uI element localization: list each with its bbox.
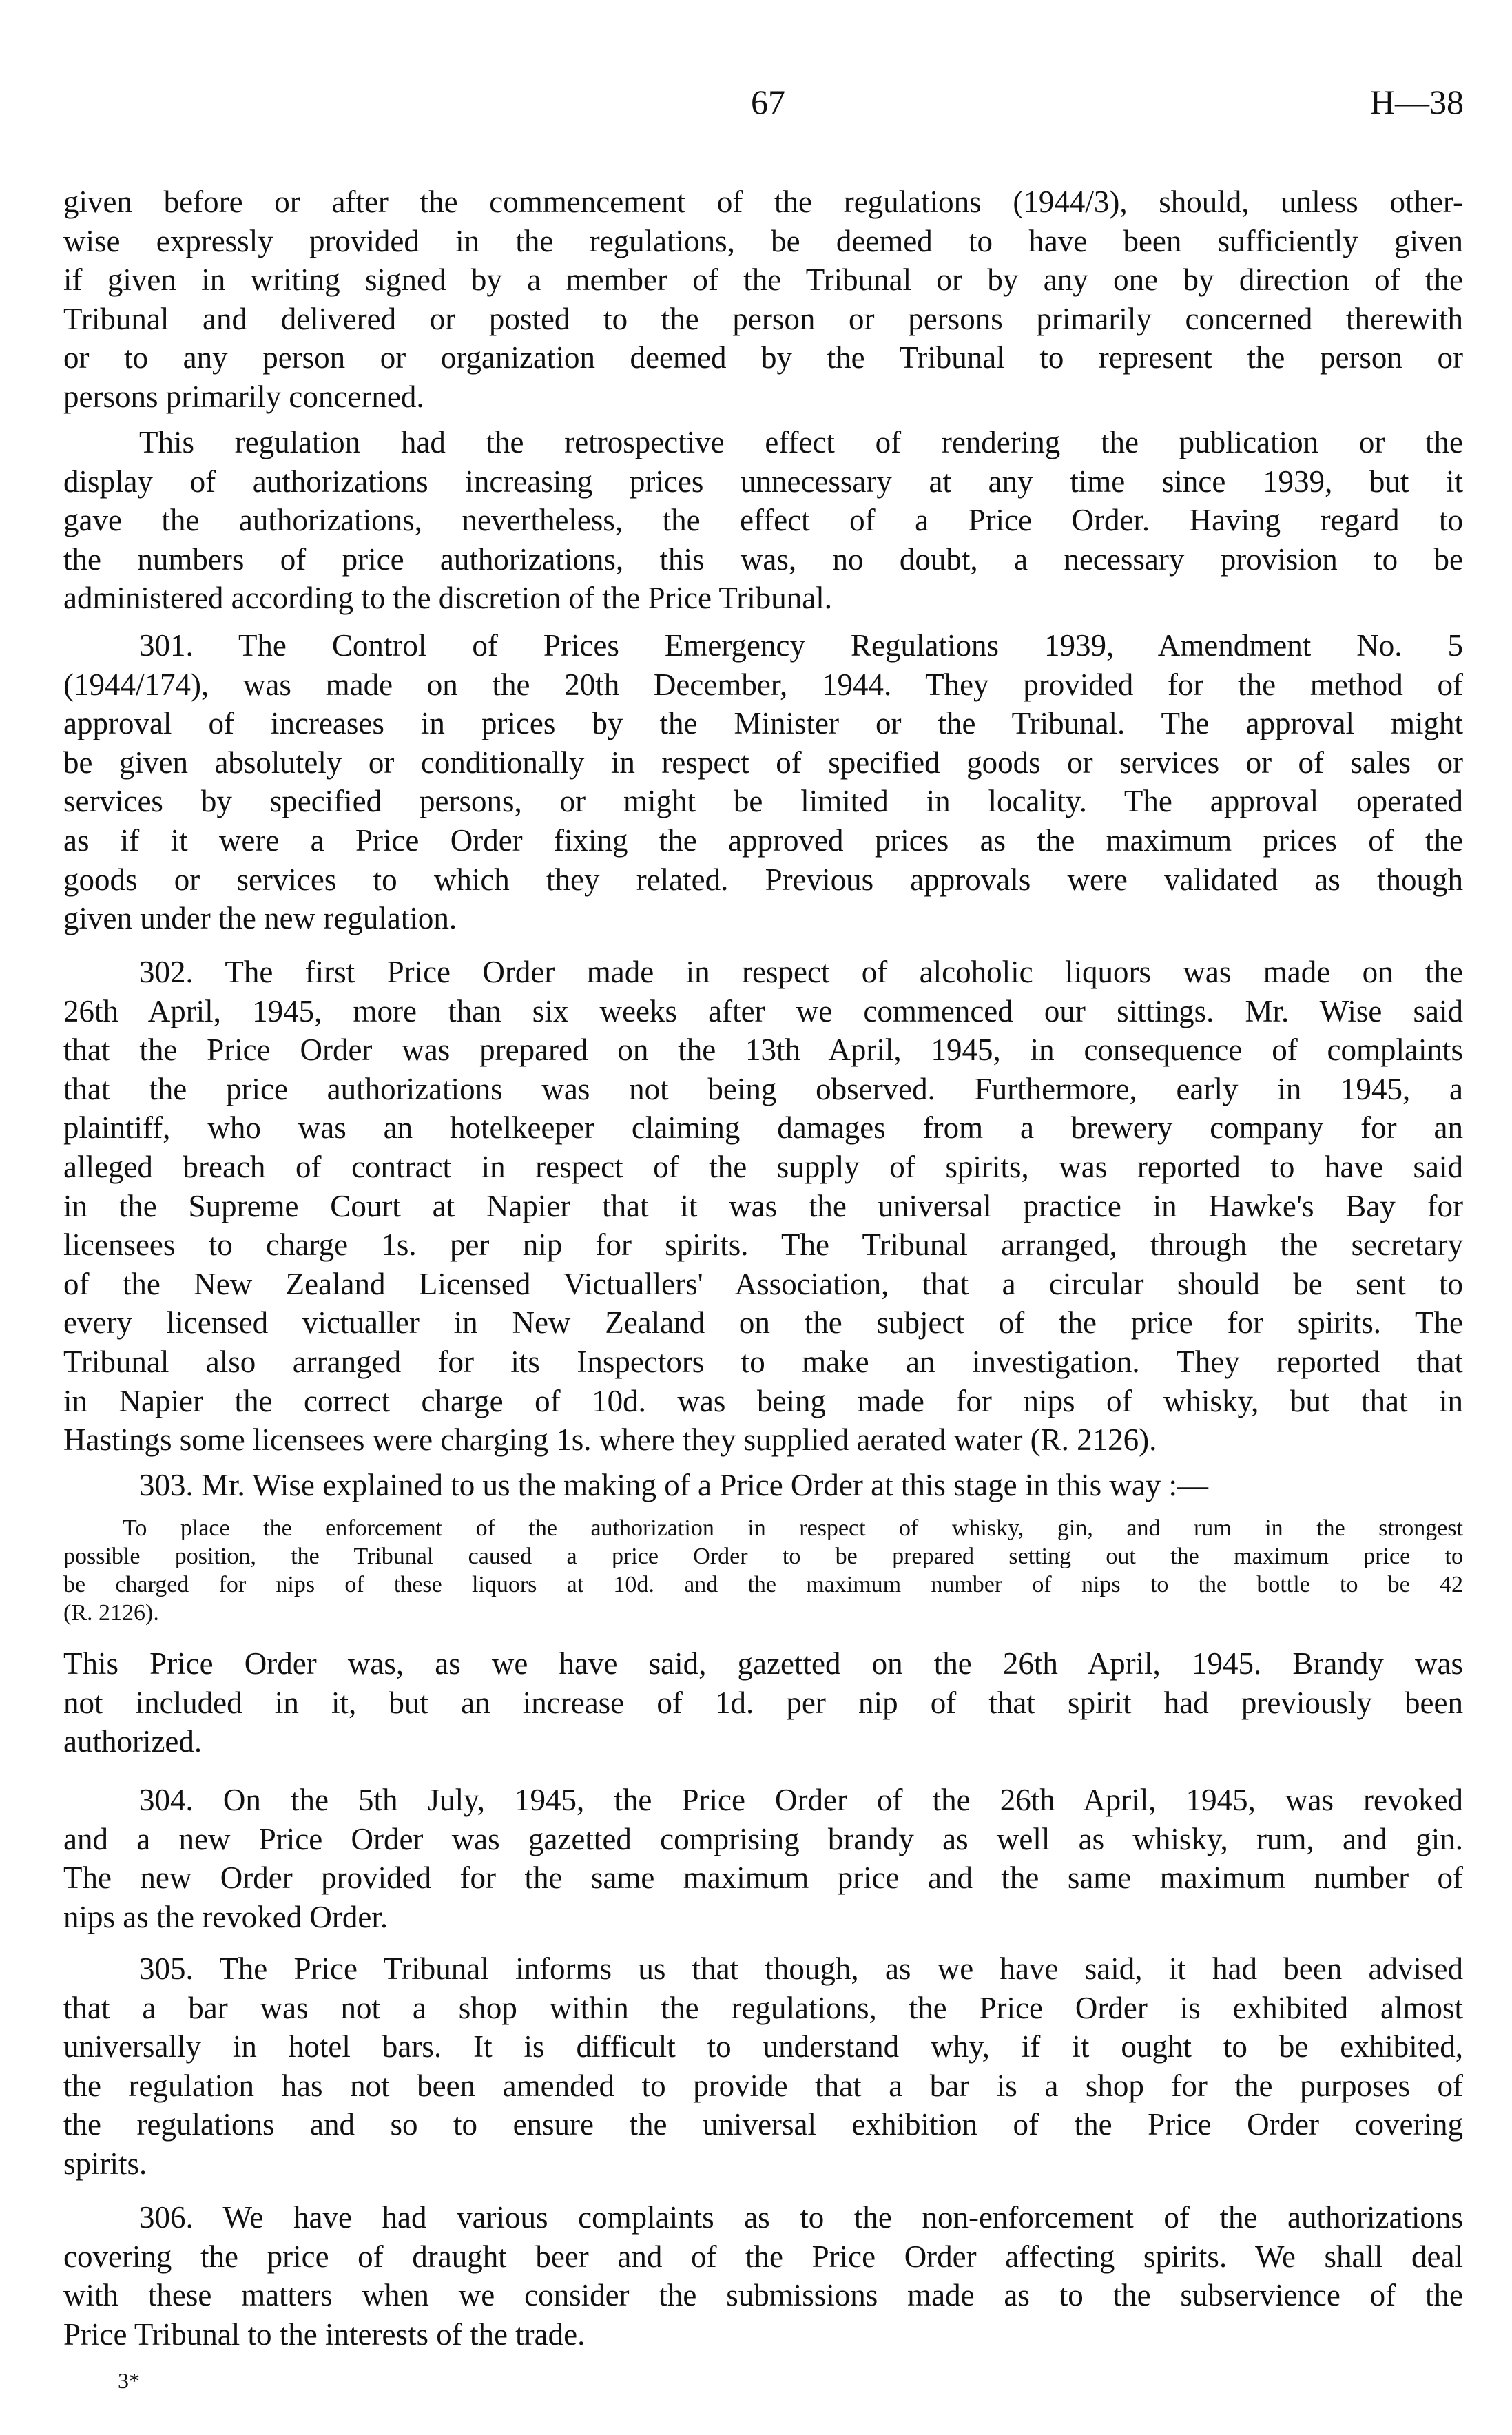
text-line: To place the enforcement of the authorization in respect of whisky, gin, and rum in the strongest xyxy=(123,1515,1463,1541)
text-line: not included in it, but an increase of 1d. per nip of that spirit had previously been xyxy=(63,1685,1463,1720)
text-line: 306. We have had various complaints as to the non-enforcement of the authorizations xyxy=(139,2200,1463,2235)
text-line: This regulation had the retrospective effect of rendering the publication or the xyxy=(139,425,1463,459)
text-line: or to any person or organization deemed by the Tribunal to represent the person or xyxy=(63,340,1463,375)
text-line: that a bar was not a shop within the regulations, the Price Order is exhibited almost xyxy=(63,1990,1463,2025)
signature-mark: 3* xyxy=(118,2368,140,2393)
page-number: 67 xyxy=(751,83,785,121)
text-line: 302. The first Price Order made in respect of alcoholic liquors was made on the xyxy=(139,955,1463,989)
text-line: alleged breach of contract in respect of the supply of spirits, was reported to have said xyxy=(63,1149,1463,1184)
text-line: the regulations and so to ensure the universal exhibition of the Price Order covering xyxy=(63,2107,1463,2142)
paragraph-continued xyxy=(63,183,1463,417)
paragraph-303-continued xyxy=(63,1644,1463,1761)
text-line: that the price authorizations was not being observed. Furthermore, early in 1945, a xyxy=(63,1071,1463,1106)
text-line: universally in hotel bars. It is difficult to understand why, if it ought to be exhibited, xyxy=(63,2029,1463,2064)
paragraph-305 xyxy=(63,1949,1463,2184)
text-line: Tribunal and delivered or posted to the person or persons primarily concerned therewith xyxy=(63,301,1463,336)
document-code: H—38 xyxy=(1369,83,1464,121)
text-line: 301. The Control of Prices Emergency Regulations 1939, Amendment No. 5 xyxy=(139,628,1463,663)
text-line: 305. The Price Tribunal informs us that though, as we have said, it had been advised xyxy=(139,1951,1463,1986)
text-line: every licensed victualler in New Zealand on the subject of the price for spirits. The xyxy=(63,1305,1463,1340)
text-line: goods or services to which they related. Previous approvals were validated as though xyxy=(63,862,1463,897)
text-line: approval of increases in prices by the Minister or the Tribunal. The approval might xyxy=(63,706,1463,741)
text-line: and a new Price Order was gazetted comprising brandy as well as whisky, rum, and gin. xyxy=(63,1821,1463,1856)
text-line: persons primarily concerned. xyxy=(63,379,424,414)
text-line: services by specified persons, or might be limited in locality. The approval operated xyxy=(63,784,1463,819)
text-line: possible position, the Tribunal caused a price Order to be prepared setting out the maximum price to xyxy=(63,1544,1463,1569)
text-line: Hastings some licensees were charging 1s. where they supplied aerated water (R. 2126). xyxy=(63,1422,1157,1458)
text-line: authorized. xyxy=(63,1724,203,1759)
text-line: The new Order provided for the same maximum price and the same maximum number of xyxy=(63,1861,1463,1896)
text-line: spirits. xyxy=(63,2146,147,2181)
text-line: 304. On the 5th July, 1945, the Price Order of the 26th April, 1945, was revoked xyxy=(139,1783,1463,1817)
text-line: as if it were a Price Order fixing the approved prices as the maximum prices of the xyxy=(63,822,1463,858)
text-line: given before or after the commencement of the regulations (1944/3), should, unless other- xyxy=(63,185,1463,219)
paragraph-301 xyxy=(63,626,1463,938)
text-line: gave the authorizations, nevertheless, the effect of a Price Order. Having regard to xyxy=(63,503,1463,538)
text-line: administered according to the discretion of the Price Tribunal. xyxy=(63,581,832,616)
text-line: display of authorizations increasing prices unnecessary at any time since 1939, but it xyxy=(63,464,1463,499)
text-line: (1944/174), was made on the 20th December, 1944. They provided for the method of xyxy=(63,667,1463,702)
text-line: plaintiff, who was an hotelkeeper claiming damages from a brewery company for an xyxy=(63,1110,1463,1146)
text-line: (R. 2126). xyxy=(63,1600,159,1626)
text-line: covering the price of draught beer and of the Price Order affecting spirits. We shall deal xyxy=(63,2239,1463,2274)
text-line: if given in writing signed by a member of the Tribunal or by any one by direction of the xyxy=(63,262,1463,298)
text-line: 303. Mr. Wise explained to us the making of a Price Order at this stage in this way :— xyxy=(139,1468,1209,1502)
paragraph-306 xyxy=(63,2198,1463,2354)
text-line: given under the new regulation. xyxy=(63,901,457,936)
text-line: in Napier the correct charge of 10d. was being made for nips of whisky, but that in xyxy=(63,1383,1463,1418)
paragraph-304 xyxy=(63,1781,1463,1936)
text-line: be charged for nips of these liquors at 10d. and the maximum number of nips to the bottle to be 42 xyxy=(63,1572,1463,1597)
text-line: wise expressly provided in the regulations, be deemed to have been sufficiently given xyxy=(63,223,1463,258)
text-line: that the Price Order was prepared on the 13th April, 1945, in consequence of complaints xyxy=(63,1033,1463,1068)
text-line: in the Supreme Court at Napier that it was the universal practice in Hawke's Bay for xyxy=(63,1188,1463,1223)
text-line: licensees to charge 1s. per nip for spirits. The Tribunal arranged, through the secretary xyxy=(63,1227,1463,1263)
text-line: the numbers of price authorizations, this was, no doubt, a necessary provision to be xyxy=(63,541,1463,577)
text-line: Price Tribunal to the interests of the trade. xyxy=(63,2317,586,2352)
text-line: with these matters when we consider the submissions made as to the subservience of the xyxy=(63,2278,1463,2313)
paragraph-regulation-effect xyxy=(63,423,1463,618)
text-line: be given absolutely or conditionally in respect of specified goods or services or of sales or xyxy=(63,745,1463,780)
text-line: the regulation has not been amended to provide that a bar is a shop for the purposes of xyxy=(63,2068,1463,2103)
paragraph-303 xyxy=(63,1466,1463,1505)
text-line: 26th April, 1945, more than six weeks after we commenced our sittings. Mr. Wise said xyxy=(63,993,1463,1028)
text-line: nips as the revoked Order. xyxy=(63,1899,389,1934)
text-line: Tribunal also arranged for its Inspectors to make an investigation. They reported that xyxy=(63,1344,1463,1379)
text-line: This Price Order was, as we have said, gazetted on the 26th April, 1945. Brandy was xyxy=(63,1646,1463,1681)
block-quote xyxy=(63,1514,1463,1627)
text-line: of the New Zealand Licensed Victuallers' Association, that a circular should be sent to xyxy=(63,1266,1463,1301)
paragraph-302 xyxy=(63,953,1463,1460)
